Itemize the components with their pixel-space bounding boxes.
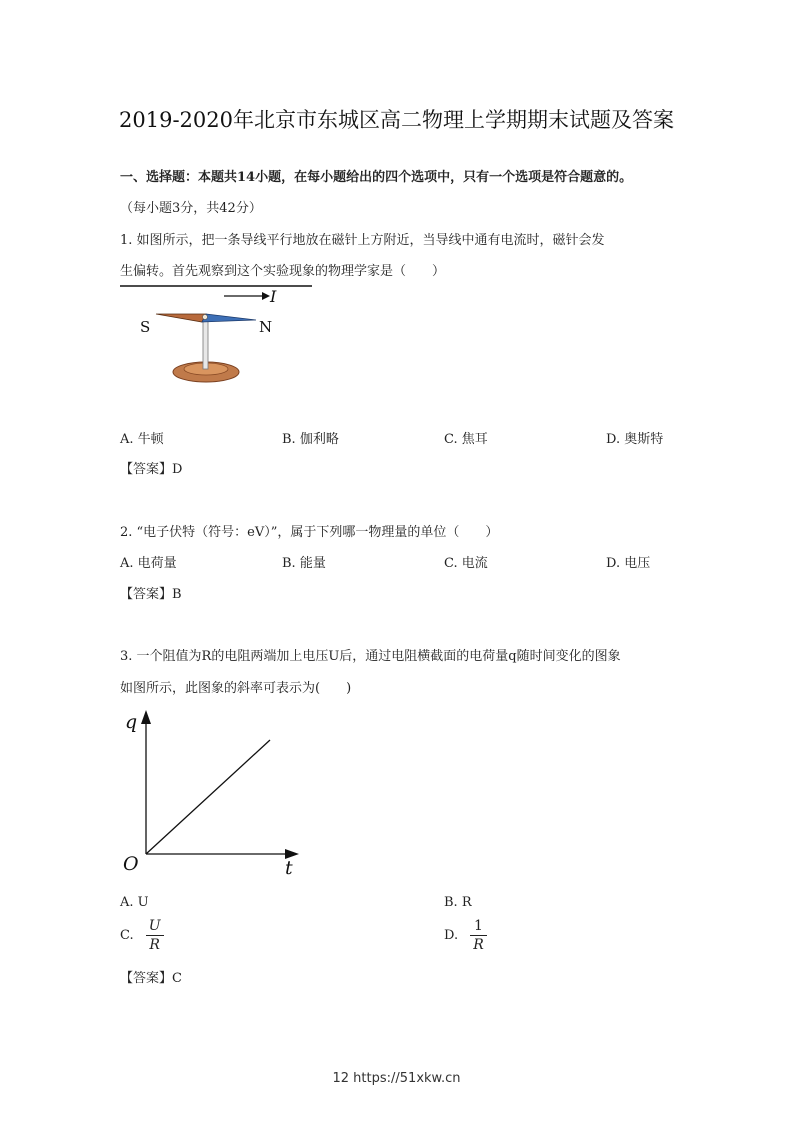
q3-option-c	[120, 918, 164, 953]
q3-option-d-numerator: 1	[470, 918, 487, 936]
q-t-line	[146, 740, 270, 854]
q3-option-d-fraction	[470, 918, 487, 953]
q2-option-a: A. 电荷量	[120, 556, 177, 571]
q2-option-c: C. 电流	[444, 556, 488, 571]
document-title: 2019-2020年北京市东城区高二物理上学期期末试题及答案	[119, 108, 674, 132]
q1-option-a: A. 牛顿	[120, 432, 164, 447]
stand-pin	[203, 318, 208, 369]
north-pole-label: N	[259, 318, 273, 336]
compass-needle-figure	[118, 280, 318, 390]
needle-pivot	[203, 315, 208, 320]
q3-option-a: A. U	[120, 895, 149, 910]
q2-answer: 【答案】B	[120, 587, 182, 602]
q1-option-b: B. 伽利略	[282, 432, 339, 447]
current-label: I	[270, 287, 277, 306]
needle-south-half	[156, 314, 206, 322]
needle-north-half	[202, 314, 256, 322]
question-1-line-2: 生偏转。首先观察到这个实验现象的物理学家是（ ）	[120, 264, 446, 279]
q-t-graph	[115, 706, 315, 878]
section-scoring: （每小题3分，共42分）	[120, 201, 262, 216]
q3-option-d	[444, 918, 487, 953]
current-arrow-head	[262, 292, 270, 300]
x-axis-label: t	[285, 857, 293, 878]
q1-option-c: C. 焦耳	[444, 432, 488, 447]
origin-label: O	[123, 853, 139, 875]
q3-option-c-numerator: U	[146, 918, 164, 936]
q3-option-c-denominator: R	[149, 937, 160, 953]
south-pole-label: S	[140, 318, 151, 336]
q2-option-b: B. 能量	[282, 556, 326, 571]
q3-option-c-prefix: C.	[120, 928, 134, 943]
y-axis-label: q	[125, 711, 138, 733]
q3-answer: 【答案】C	[120, 971, 182, 986]
q1-option-d: D. 奥斯特	[606, 432, 664, 447]
q3-option-b: B. R	[444, 895, 472, 910]
q1-answer: 【答案】D	[120, 462, 183, 477]
q3-option-d-denominator: R	[473, 937, 484, 953]
question-2-line-1: 2. “电子伏特（符号：eV）”，属于下列哪一物理量的单位（ ）	[120, 525, 499, 540]
question-3-line-1: 3. 一个阻值为R的电阻两端加上电压U后，通过电阻横截面的电荷量q随时间变化的图象	[120, 649, 621, 664]
q3-option-d-prefix: D.	[444, 928, 459, 943]
q3-option-c-fraction	[146, 918, 164, 953]
q2-option-d: D. 电压	[606, 556, 651, 571]
question-3-line-2: 如图所示，此图象的斜率可表示为( )	[120, 681, 352, 696]
section-heading: 一、选择题：本题共14小题，在每小题给出的四个选项中，只有一个选项是符合题意的。	[120, 170, 633, 185]
y-axis-arrow	[141, 710, 151, 724]
page-footer: 12 https://51xkw.cn	[332, 1071, 461, 1086]
question-1-line-1: 1. 如图所示，把一条导线平行地放在磁针上方附近，当导线中通有电流时，磁针会发	[120, 233, 605, 248]
